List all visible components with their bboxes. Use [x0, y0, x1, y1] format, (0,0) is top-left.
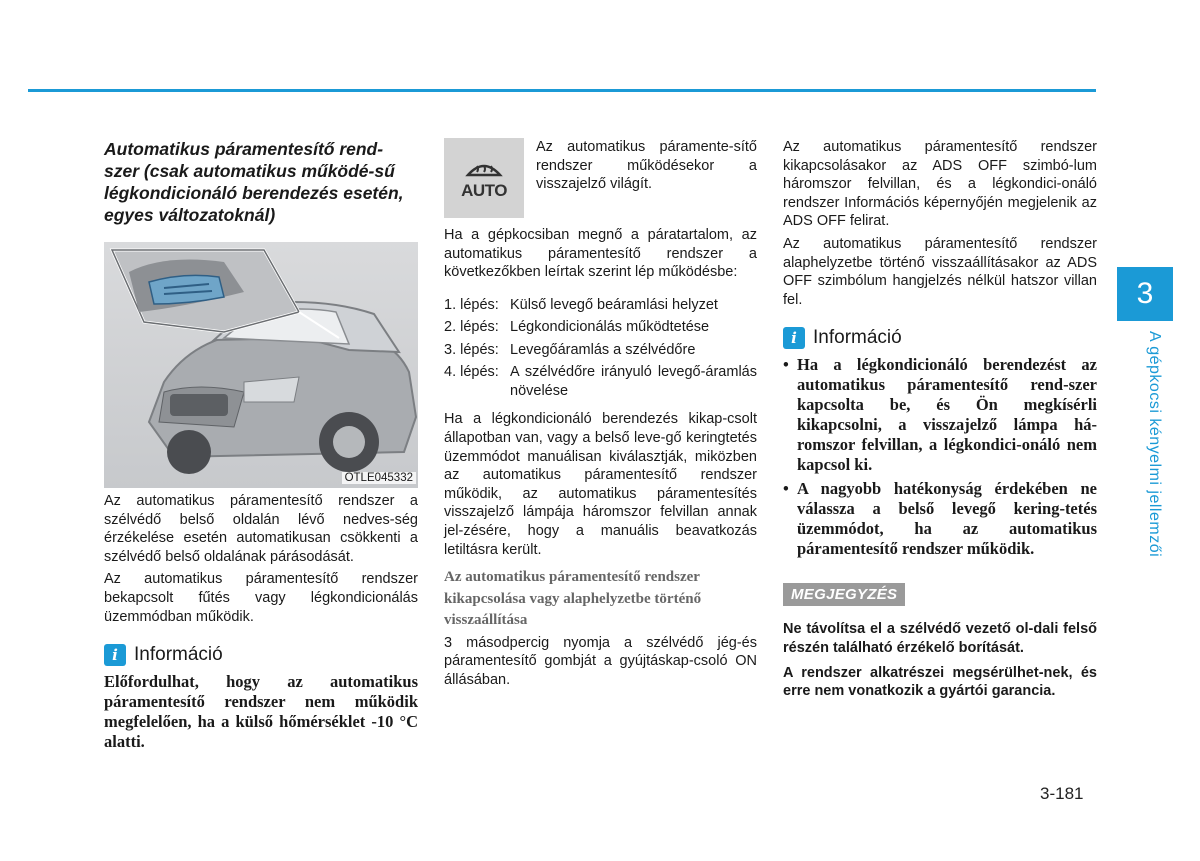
paragraph: Az automatikus páramentesítő rendszer alaphelyzetbe történő visszaállításakor az ADS OFF szimbólum hangjelzés nélkül hatszor villan fel.	[783, 235, 1097, 308]
car-sensor-illustration	[104, 242, 418, 488]
step-text: Levegőáramlás a szélvédőre	[510, 341, 696, 358]
paragraph: Ha a légkondicionáló berendezés kikap-csolt állapotban van, vagy a belső leve-gő keringtetés üzemmódot manuálisan kiválasztják, miközben az automatikus páramentesítő rendszer működik, az automatikus páramentesítés visszajelző lámpája háromszor felvillan annak jel-zésére, hogy a manuális beavatkozás letiltásra került.	[444, 411, 757, 558]
note-text: Ne távolítsa el a szélvédő vezető ol-dali felső részén található érzékelő borítását.	[783, 621, 1097, 656]
bullet-icon: •	[783, 355, 789, 375]
paragraph: Az automatikus páramentesítő rendszer kikapcsolásakor az ADS OFF szimbó-lum háromszor felvillan, és a légkondici-onáló rendszer Információs képernyőjén megjelenik az ADS OFF felirat.	[783, 139, 1097, 230]
icon-description: Az automatikus páramente-sítő rendszer működésekor a visszajelző világít.	[536, 139, 757, 193]
list-item	[783, 479, 1097, 559]
page-number: 3-181	[1040, 784, 1084, 803]
step-text: A szélvédőre irányuló levegő-áramlás növelése	[510, 364, 757, 399]
list-item	[444, 294, 757, 317]
paragraph: Az automatikus páramentesítő rendszer bekapcsolt fűtés vagy légkondicionálás üzemmódban működik.	[104, 571, 418, 625]
header-rule	[28, 89, 1096, 92]
info-title: Információ	[813, 327, 902, 349]
info-text: Előfordulhat, hogy az automatikus páramentesítő rendszer nem működik megfelelően, ha a külső hőmérséklet -10 °C alatti.	[104, 672, 418, 752]
paragraph: Ha a gépkocsiban megnő a páratartalom, az automatikus páramentesítő rendszer a következőkben leírtak szerint lép működésbe:	[444, 227, 757, 281]
paragraph: 3 másodpercig nyomja a szélvédő jég-és páramentesítő gombját a gyújtáskap-csoló ON állásában.	[444, 634, 757, 688]
step-label: 3. lépés:	[444, 341, 499, 358]
info-icon: i	[104, 644, 126, 666]
paragraph: Az automatikus páramentesítő rendszer a szélvédő belső oldalán lévő nedves-ség érzékelése esetén automatikusan csökkenti a szélvédő belső oldalának párásodását.	[104, 493, 418, 565]
list-item	[783, 355, 1097, 475]
auto-label: AUTO	[461, 181, 507, 200]
auto-defog-indicator-row	[444, 138, 757, 218]
column-left	[104, 138, 418, 752]
windshield-defog-icon	[464, 155, 504, 179]
step-list	[444, 294, 757, 401]
list-item	[444, 361, 757, 400]
bullet-text: Ha a légkondicionáló berendezést az automatikus páramentesítő rend-szer kapcsolta be, és Ön megkísérli kikapcsolni, a visszajelző lámpa há-romszor felvillan, a légkondici-onáló nem kapcsol ki.	[797, 355, 1097, 475]
note-block	[783, 583, 1097, 700]
step-label: 1. lépés:	[444, 296, 499, 313]
step-label: 4. lépés:	[444, 364, 499, 381]
column-middle	[444, 138, 757, 690]
section-title: Automatikus páramentesítő rend-szer (csak automatikus működé-sű légkondicionáló berendezés esetén, egyes változatoknál)	[104, 139, 404, 225]
bullet-icon: •	[783, 479, 789, 499]
note-badge: MEGJEGYZÉS	[783, 583, 905, 606]
auto-defog-icon	[444, 138, 524, 218]
chapter-title: A gépkocsi kényelmi jellemzői	[1146, 331, 1163, 558]
info-title: Információ	[134, 644, 223, 666]
chapter-number-tab: 3	[1117, 267, 1173, 321]
info-icon: i	[783, 327, 805, 349]
column-right	[783, 138, 1097, 701]
list-item	[444, 339, 757, 362]
bullet-text: A nagyobb hatékonyság érdekében ne válassza a belső levegő kering-tetés üzemmódot, ha az automatikus páramentesítő rendszer működik.	[797, 479, 1097, 559]
subheading: Az automatikus páramentesítő rendszer kikapcsolása vagy alaphelyzetbe történő visszaállítása	[444, 569, 702, 629]
note-text: A rendszer alkatrészei megsérülhet-nek, és erre nem vonatkozik a gyártói garancia.	[783, 664, 1097, 700]
step-text: Külső levegő beáramlási helyzet	[510, 296, 718, 313]
info-heading	[104, 644, 418, 666]
image-code: OTLE045332	[342, 472, 416, 484]
car-illustration-svg	[104, 242, 418, 488]
list-item	[444, 316, 757, 339]
step-label: 2. lépés:	[444, 319, 499, 336]
step-text: Légkondicionálás működtetése	[510, 319, 710, 336]
info-heading	[783, 327, 1097, 349]
